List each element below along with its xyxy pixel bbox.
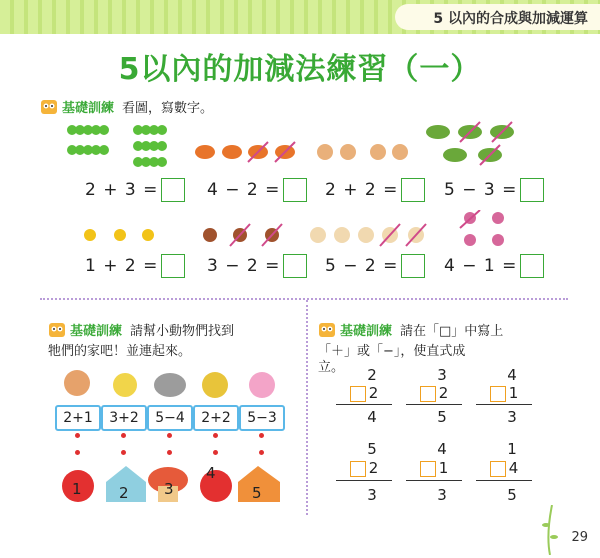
apple-house-icon (200, 470, 232, 502)
sheep-icon (310, 227, 424, 243)
problem-top: 4 (507, 366, 517, 384)
section2-tag: 基礎訓練 (70, 324, 123, 339)
page-number: 29 (571, 530, 588, 545)
turtle-icon (426, 125, 514, 162)
problem-result: 5 (507, 486, 517, 504)
problem-line (336, 480, 392, 481)
owl-icon (48, 322, 66, 338)
problem-mid: 2 (406, 384, 462, 402)
answer-box[interactable] (161, 178, 185, 202)
section3-header (318, 320, 503, 339)
problem-line (476, 480, 532, 481)
house-number: 5 (252, 484, 262, 502)
operator-box[interactable] (420, 386, 436, 402)
bird-icon (464, 212, 504, 246)
problem-mid: 1 (476, 384, 532, 402)
problem-top: 5 (367, 440, 377, 458)
section3-instruction-line2: 「＋」或「−」，使直式成 (318, 344, 466, 359)
equation-5: 1 + 2 = (85, 254, 185, 278)
operator-box[interactable] (490, 461, 506, 477)
section2-header (48, 320, 234, 339)
problem-top: 2 (367, 366, 377, 384)
section3-instruction-line1: 請在「□」中寫上 (400, 324, 504, 339)
ant-icon (84, 229, 154, 241)
divider-vertical (306, 300, 308, 515)
owl-icon (40, 99, 58, 115)
problem-result: 3 (507, 408, 517, 426)
picture-row-1 (60, 120, 580, 172)
section2-instruction-line1: 請幫小動物們找到 (130, 324, 235, 339)
answer-box[interactable] (520, 254, 544, 278)
problem-result: 3 (437, 486, 447, 504)
house-number: 1 (72, 480, 82, 498)
connect-dot[interactable] (167, 433, 172, 438)
problem-line (406, 480, 462, 481)
connect-dot[interactable] (167, 450, 172, 455)
problem-line (336, 404, 392, 405)
equation-7: 5 − 2 = (325, 254, 425, 278)
equation-8: 4 − 1 = (444, 254, 544, 278)
problem-mid: 2 (336, 384, 392, 402)
equation-4: 5 − 3 = (444, 178, 544, 202)
equation-3: 2 + 2 = (325, 178, 425, 202)
connect-dot[interactable] (121, 433, 126, 438)
dog-icon (202, 372, 228, 398)
connect-dot[interactable] (213, 450, 218, 455)
expression-box: 3+2 (101, 405, 147, 431)
problem-mid: 1 (406, 459, 462, 477)
problem-line (406, 404, 462, 405)
picture-row-2 (60, 210, 580, 256)
problem-mid: 2 (336, 459, 392, 477)
answer-box[interactable] (161, 254, 185, 278)
problem-top: 4 (437, 440, 447, 458)
vine-icon (540, 505, 560, 555)
problem-line (476, 404, 532, 405)
expression-box: 5−3 (239, 405, 285, 431)
connect-dot[interactable] (75, 433, 80, 438)
section1-instruction: 看圖，寫數字。 (122, 101, 214, 116)
expression-box: 5−4 (147, 405, 193, 431)
answer-box[interactable] (283, 254, 307, 278)
chapter-title: 5 以內的合成與加減運算 (433, 11, 588, 27)
animals-row (55, 363, 295, 403)
problem-top: 3 (437, 366, 447, 384)
operator-box[interactable] (350, 461, 366, 477)
connect-dot[interactable] (121, 450, 126, 455)
problem-top: 1 (507, 440, 517, 458)
connect-dot[interactable] (259, 450, 264, 455)
expression-box: 2+2 (193, 405, 239, 431)
page-title: 5以內的加減法練習（一） (118, 52, 482, 87)
problem-result: 5 (437, 408, 447, 426)
section3-tag: 基礎訓練 (340, 324, 393, 339)
section1-header (40, 97, 213, 116)
bear-icon (317, 144, 408, 160)
answer-box[interactable] (401, 178, 425, 202)
section3-instruction-line3: 立。 (318, 360, 345, 375)
answer-box[interactable] (401, 254, 425, 278)
operator-box[interactable] (490, 386, 506, 402)
house-number: 4 (206, 464, 216, 482)
operator-box[interactable] (420, 461, 436, 477)
operator-box[interactable] (350, 386, 366, 402)
cat-icon (249, 372, 275, 398)
answer-box[interactable] (520, 178, 544, 202)
connect-dot[interactable] (213, 433, 218, 438)
section1-tag: 基礎訓練 (62, 101, 115, 116)
section2-instruction-line2: 牠們的家吧！並連起來。 (48, 344, 192, 359)
problem-result: 3 (367, 486, 377, 504)
problem-mid: 4 (476, 459, 532, 477)
equation-2: 4 − 2 = (207, 178, 307, 202)
connect-dot[interactable] (259, 433, 264, 438)
expression-box: 2+1 (55, 405, 101, 431)
answer-box[interactable] (283, 178, 307, 202)
monkey-icon (64, 370, 90, 396)
equation-6: 3 − 2 = (207, 254, 307, 278)
owl-icon (318, 322, 336, 338)
elephant-icon (154, 373, 186, 397)
equation-1: 2 + 3 = (85, 178, 185, 202)
house-number: 2 (119, 484, 129, 502)
divider-horizontal (40, 298, 568, 300)
rabbit-icon (113, 373, 137, 397)
connect-dot[interactable] (75, 450, 80, 455)
caterpillar-icon (67, 125, 167, 167)
problem-result: 4 (367, 408, 377, 426)
house-number: 3 (164, 480, 174, 498)
